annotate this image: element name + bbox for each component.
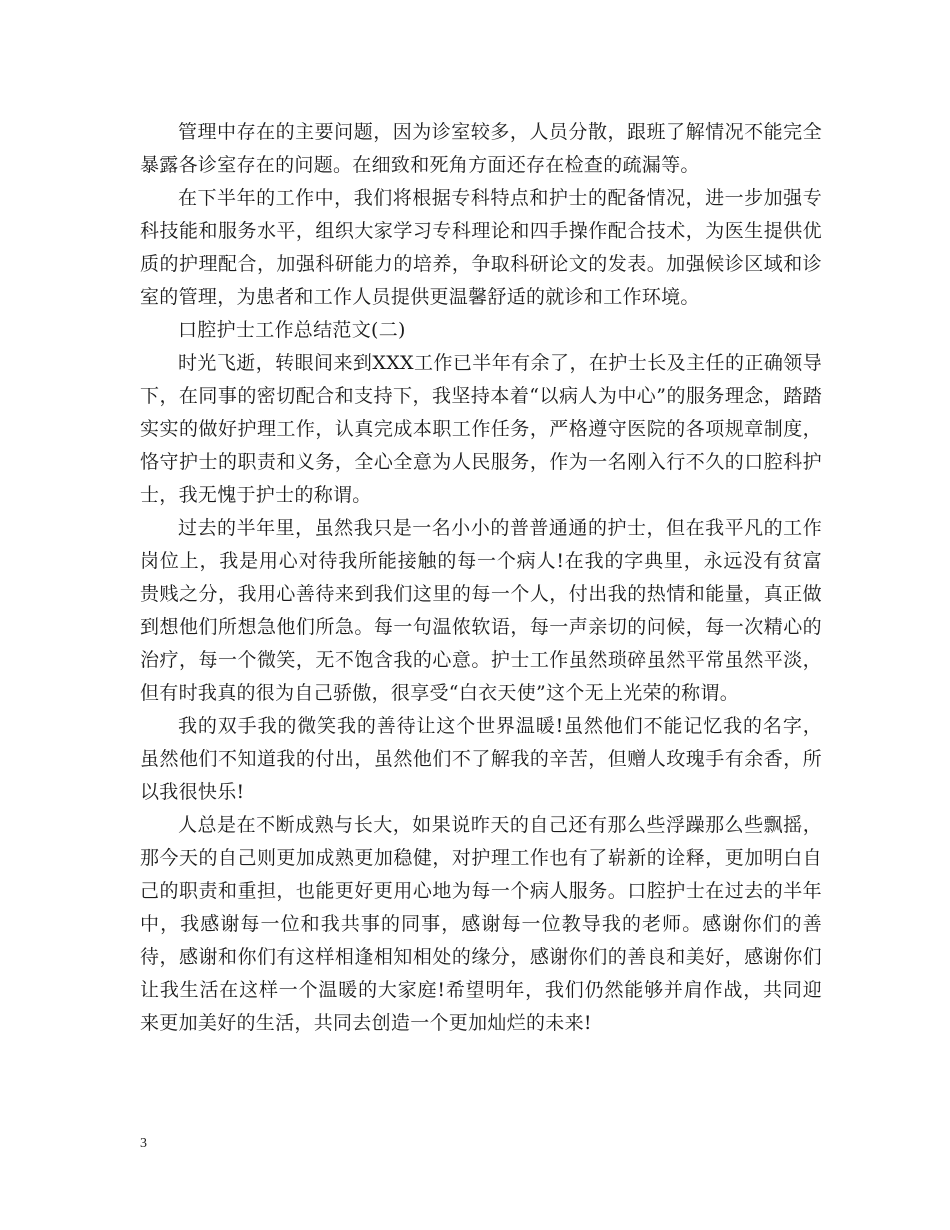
page-number: 3 [140, 1136, 147, 1151]
paragraph-intro: 时光飞逝，转眼间来到XXX工作已半年有余了，在护士长及主任的正确领导下，在同事的密切配合和支持下，我坚持本着“以病人为中心”的服务理念，踏踏实实的做好护理工作，认真完成本职工作任务，严格遵守医院的各项规章制度，恪守护士的职责和义务，全心全意为人民服务，作为一名刚入行不久的口腔科护士，我无愧于护士的称谓。 [140, 352, 822, 506]
paragraph-problems: 管理中存在的主要问题，因为诊室较多，人员分散，跟班了解情况不能完全暴露各诊室存在的问题。在细致和死角方面还存在检查的疏漏等。 [140, 121, 822, 176]
paragraph-growth: 人总是在不断成熟与长大，如果说昨天的自己还有那么些浮躁那么些飘摇，那今天的自己则更加成熟更加稳健，对护理工作也有了崭新的诠释，更加明白自己的职责和重担，也能更好更用心地为每一个病人服务。口腔护士在过去的半年中，我感谢每一位和我共事的同事，感谢每一位教导我的老师。感谢你们的善待，感谢和你们有这样相逢相知相处的缘分，感谢你们的善良和美好，感谢你们让我生活在这样一个温暖的大家庭!希望明年，我们仍然能够并肩作战，共同迎来更加美好的生活，共同去创造一个更加灿烂的未来! [140, 814, 822, 1034]
paragraph-warmth: 我的双手我的微笑我的善待让这个世界温暖!虽然他们不能记忆我的名字，虽然他们不知道我的付出，虽然他们不了解我的辛苦，但赠人玫瑰手有余香，所以我很快乐! [140, 715, 822, 803]
document-body [140, 116, 822, 1040]
section-heading: 口腔护士工作总结范文(二) [178, 319, 406, 341]
paragraph-plans: 在下半年的工作中，我们将根据专科特点和护士的配备情况，进一步加强专科技能和服务水平，组织大家学习专科理论和四手操作配合技术，为医生提供优质的护理配合，加强科研能力的培养，争取科研论文的发表。加强候诊区域和诊室的管理，为患者和工作人员提供更温馨舒适的就诊和工作环境。 [140, 187, 822, 308]
paragraph-past-half-year: 过去的半年里，虽然我只是一名小小的普普通通的护士，但在我平凡的工作岗位上，我是用心对待我所能接触的每一个病人!在我的字典里，永远没有贫富贵贱之分，我用心善待来到我们这里的每一个人，付出我的热情和能量，真正做到想他们所想急他们所急。每一句温侬软语，每一声亲切的问候，每一次精心的治疗，每一个微笑，无不饱含我的心意。护士工作虽然琐碎虽然平常虽然平淡，但有时我真的很为自己骄傲，很享受“白衣天使”这个无上光荣的称谓。 [140, 517, 822, 704]
